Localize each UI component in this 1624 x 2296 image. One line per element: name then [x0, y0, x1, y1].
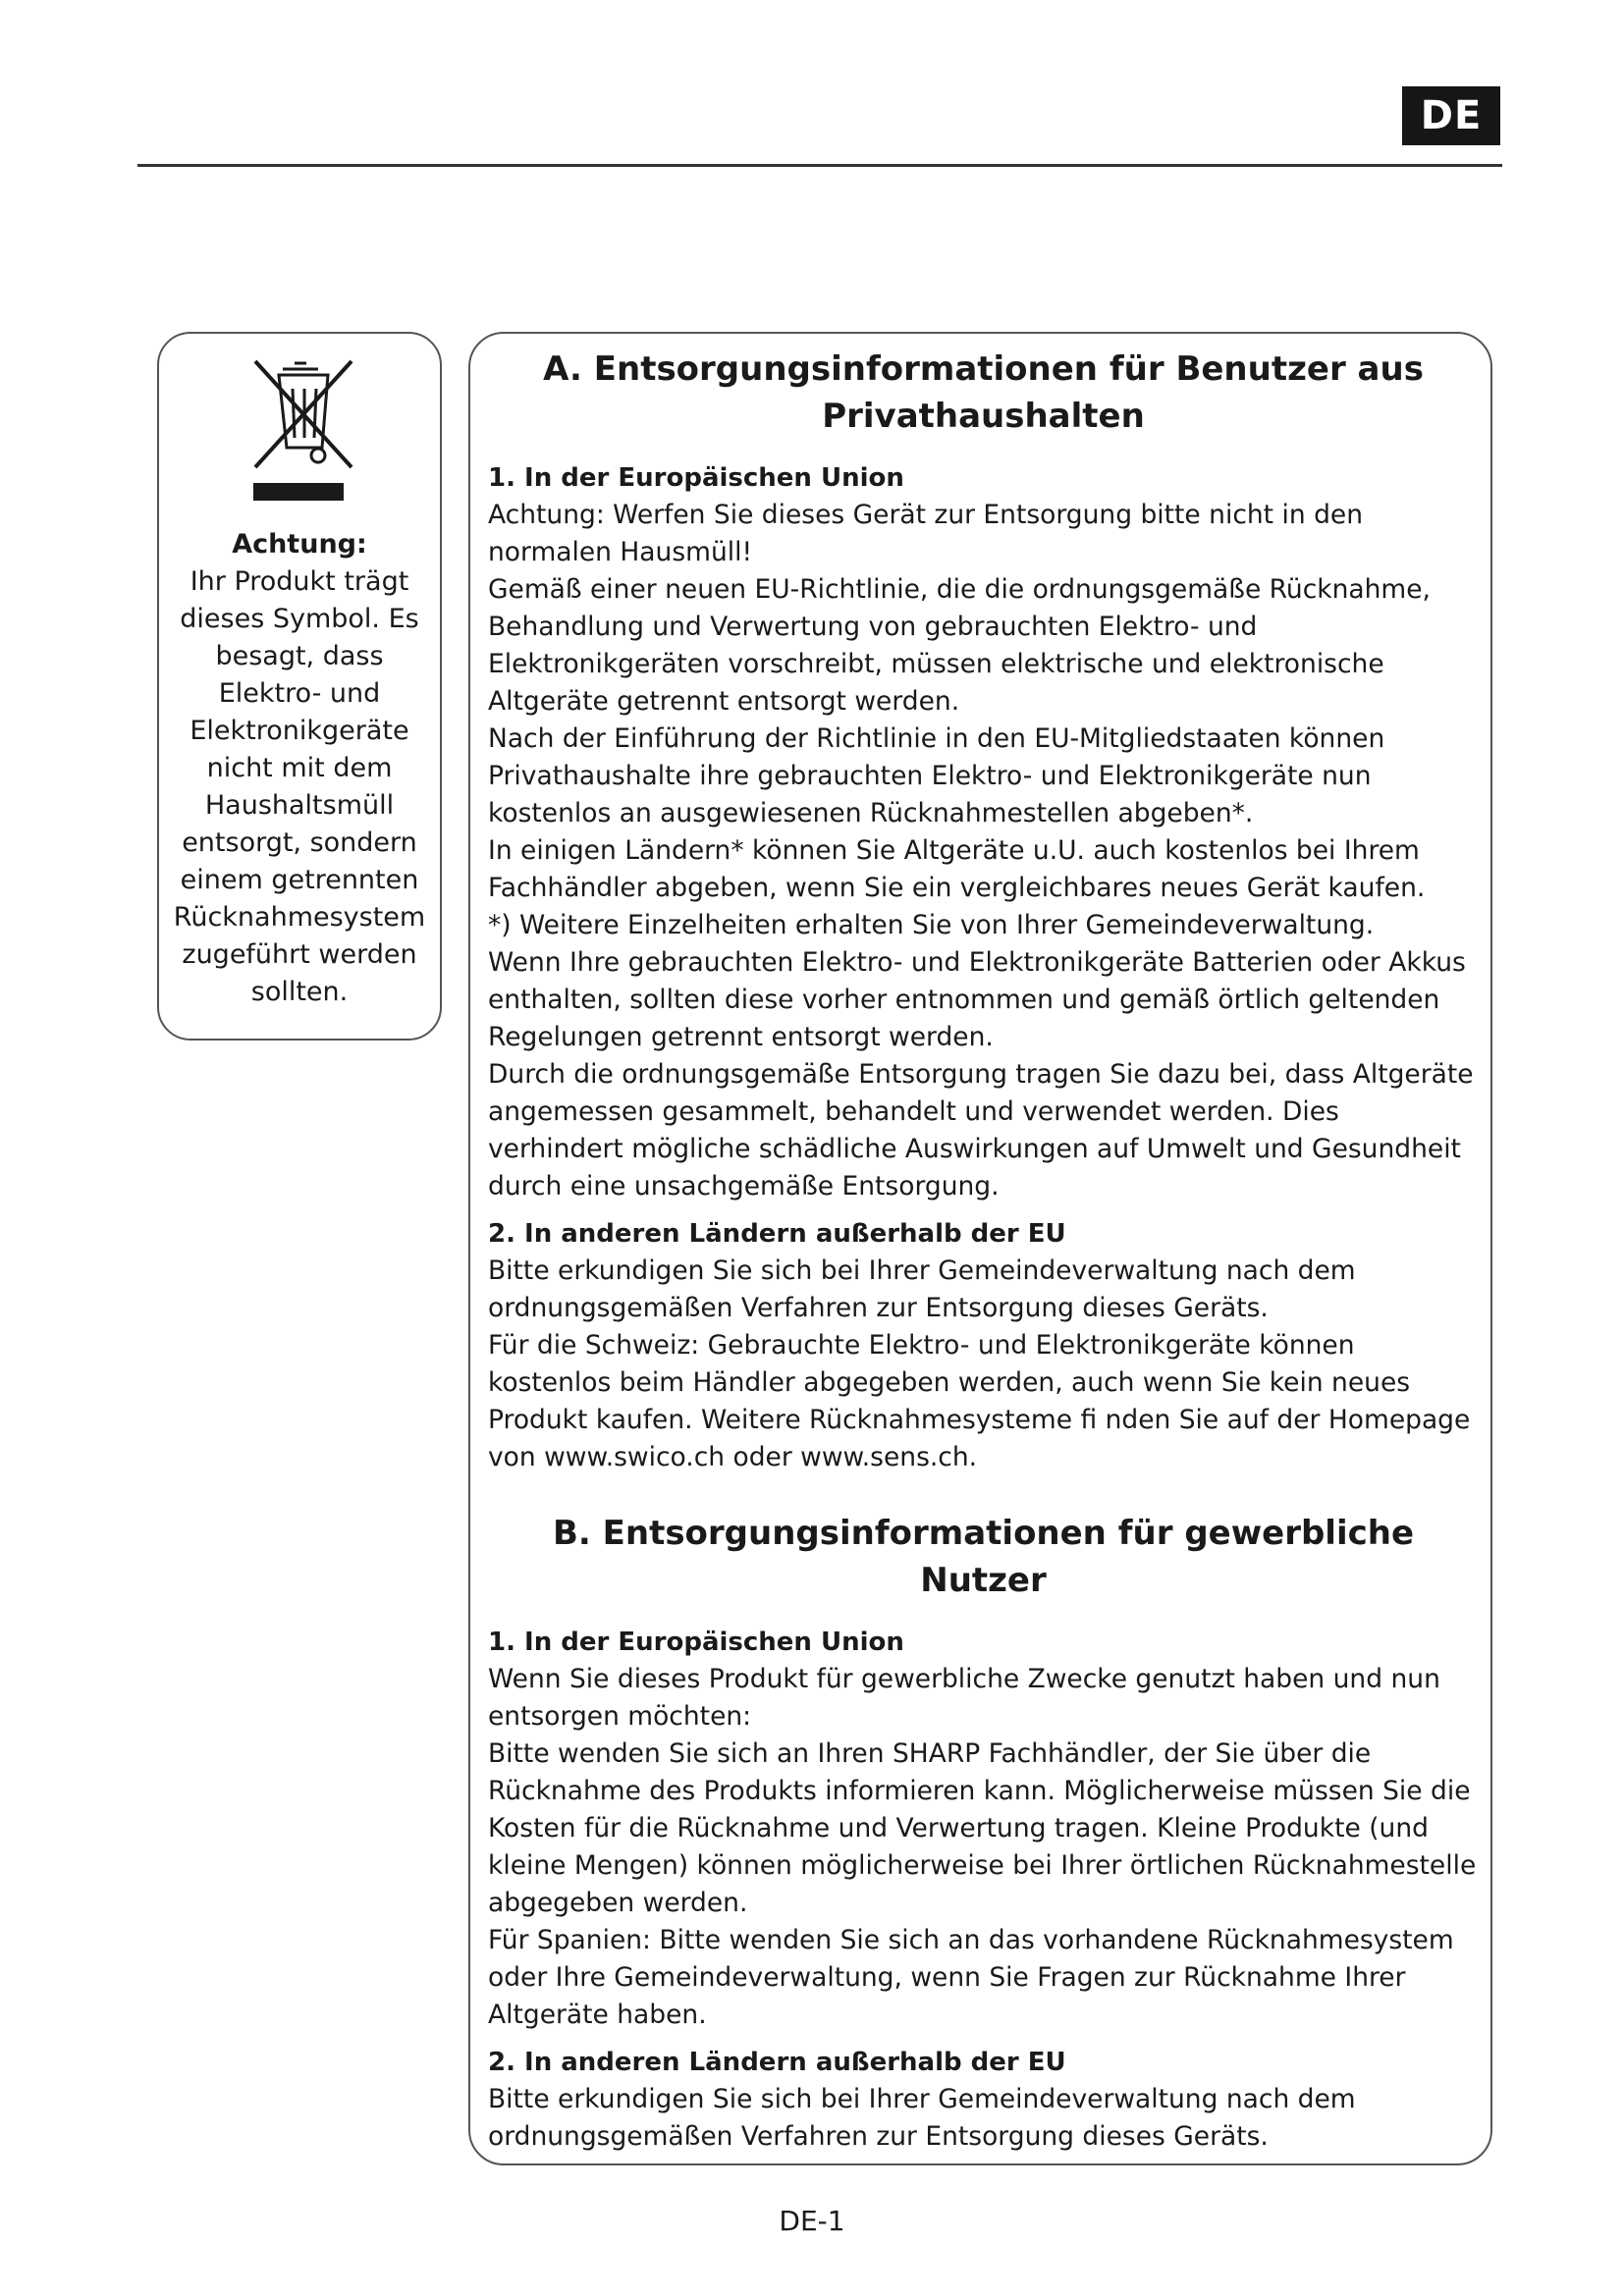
- section-b-sub1-paragraph: Bitte wenden Sie sich an Ihren SHARP Fachhändler, der Sie über die Rücknahme des Produkts informieren kann. Möglicherweise müssen Sie die Kosten für die Rücknahme und Verwertung tragen. Kleine Produkte (und kleine Mengen) können möglicherweise bei Ihrer örtlichen Rücknahmestelle abgegeben werden.: [488, 1738, 1477, 1918]
- section-a-sub2-heading: 2. In anderen Ländern außerhalb der EU: [488, 1219, 1066, 1249]
- section-a-sub1-paragraph: Nach der Einführung der Richtlinie in den EU-Mitgliedstaaten können Privathaushalte ihre gebrauchten Elektro- und Elektronikgeräte nun kostenlos an ausgewiesenen Rücknahmestellen abgeben*.: [488, 723, 1385, 828]
- language-badge: DE: [1402, 86, 1500, 145]
- disposal-info-box: [468, 332, 1492, 2165]
- section-a-title-line2: Privathaushalten: [822, 397, 1145, 436]
- section-b-title: B. Entsorgungsinformationen für gewerbliche Nutzer: [552, 1514, 1415, 1600]
- section-b-sub1-paragraph: Wenn Sie dieses Produkt für gewerbliche Zwecke genutzt haben und nun entsorgen möchten:: [488, 1664, 1440, 1732]
- section-a-sub1-paragraph: In einigen Ländern* können Sie Altgeräte u.U. auch kostenlos bei Ihrem Fachhändler abgeben, wenn Sie ein vergleichbares neues Gerät kaufen.: [488, 835, 1426, 903]
- section-b-sub1-paragraph: Für Spanien: Bitte wenden Sie sich an das vorhandene Rücknahmesystem oder Ihre Gemeindeverwaltung, wenn Sie Fragen zur Rücknahme Ihrer Altgeräte haben.: [488, 1925, 1454, 2030]
- section-a-title: [488, 346, 1479, 440]
- section-a-title-line1: A. Entsorgungsinformationen für Benutzer aus: [543, 349, 1424, 389]
- attention-box: [157, 332, 442, 1041]
- weee-bar: [253, 483, 344, 501]
- section-a-sub1-paragraph: *) Weitere Einzelheiten erhalten Sie von Ihrer Gemeindeverwaltung.: [488, 910, 1375, 940]
- attention-text-block: [167, 526, 432, 1011]
- page-number: DE-1: [779, 2205, 845, 2237]
- attention-text: Ihr Produkt trägt dieses Symbol. Es besagt, dass Elektro- und Elektronikgeräte nicht mit dem Haushaltsmüll entsorgt, sondern einem getrennten Rücknahmesystem zugeführt werden sollten.: [173, 566, 426, 1007]
- crossed-out-wheelie-bin-icon: [249, 355, 357, 473]
- section-b-sub2-paragraph: Bitte erkundigen Sie sich bei Ihrer Gemeindeverwaltung nach dem ordnungsgemäßen Verfahren zur Entsorgung dieses Geräts.: [488, 2084, 1356, 2152]
- section-a-sub1-paragraph: Wenn Ihre gebrauchten Elektro- und Elektronikgeräte Batterien oder Akkus enthalten, sollten diese vorher entnommen und gemäß örtlich geltenden Regelungen getrennt entsorgt werden.: [488, 947, 1466, 1052]
- attention-title: Achtung:: [232, 529, 367, 560]
- section-b-sub2-heading: 2. In anderen Ländern außerhalb der EU: [488, 2048, 1066, 2077]
- section-a-sub1-heading: 1. In der Europäischen Union: [488, 463, 904, 493]
- section-a-sub1-paragraph: Achtung: Werfen Sie dieses Gerät zur Entsorgung bitte nicht in den normalen Hausmüll!: [488, 500, 1363, 567]
- section-a-sub1-paragraph: Durch die ordnungsgemäße Entsorgung tragen Sie dazu bei, dass Altgeräte angemessen gesammelt, behandelt und verwendet werden. Dies verhindert mögliche schädliche Auswirkungen auf Umwelt und Gesundheit durch eine unsachgemäße Entsorgung.: [488, 1059, 1474, 1201]
- section-b-sub1-heading: 1. In der Europäischen Union: [488, 1628, 904, 1657]
- section-a-sub1-paragraph: Gemäß einer neuen EU-Richtlinie, die die ordnungsgemäße Rücknahme, Behandlung und Verwertung von gebrauchten Elektro- und Elektronikgeräten vorschreibt, müssen elektrische und elektronische Altgeräte getrennt entsorgt werden.: [488, 574, 1431, 717]
- section-a-sub2-paragraph: Für die Schweiz: Gebrauchte Elektro- und Elektronikgeräte können kostenlos beim Händler abgegeben werden, auch wenn Sie kein neues Produkt kaufen. Weitere Rücknahmesysteme fi nden Sie auf der Homepage von www.swico.ch oder www.sens.ch.: [488, 1330, 1471, 1472]
- header-rule: [137, 164, 1502, 167]
- section-a-sub2-paragraph: Bitte erkundigen Sie sich bei Ihrer Gemeindeverwaltung nach dem ordnungsgemäßen Verfahren zur Entsorgung dieses Geräts.: [488, 1255, 1356, 1323]
